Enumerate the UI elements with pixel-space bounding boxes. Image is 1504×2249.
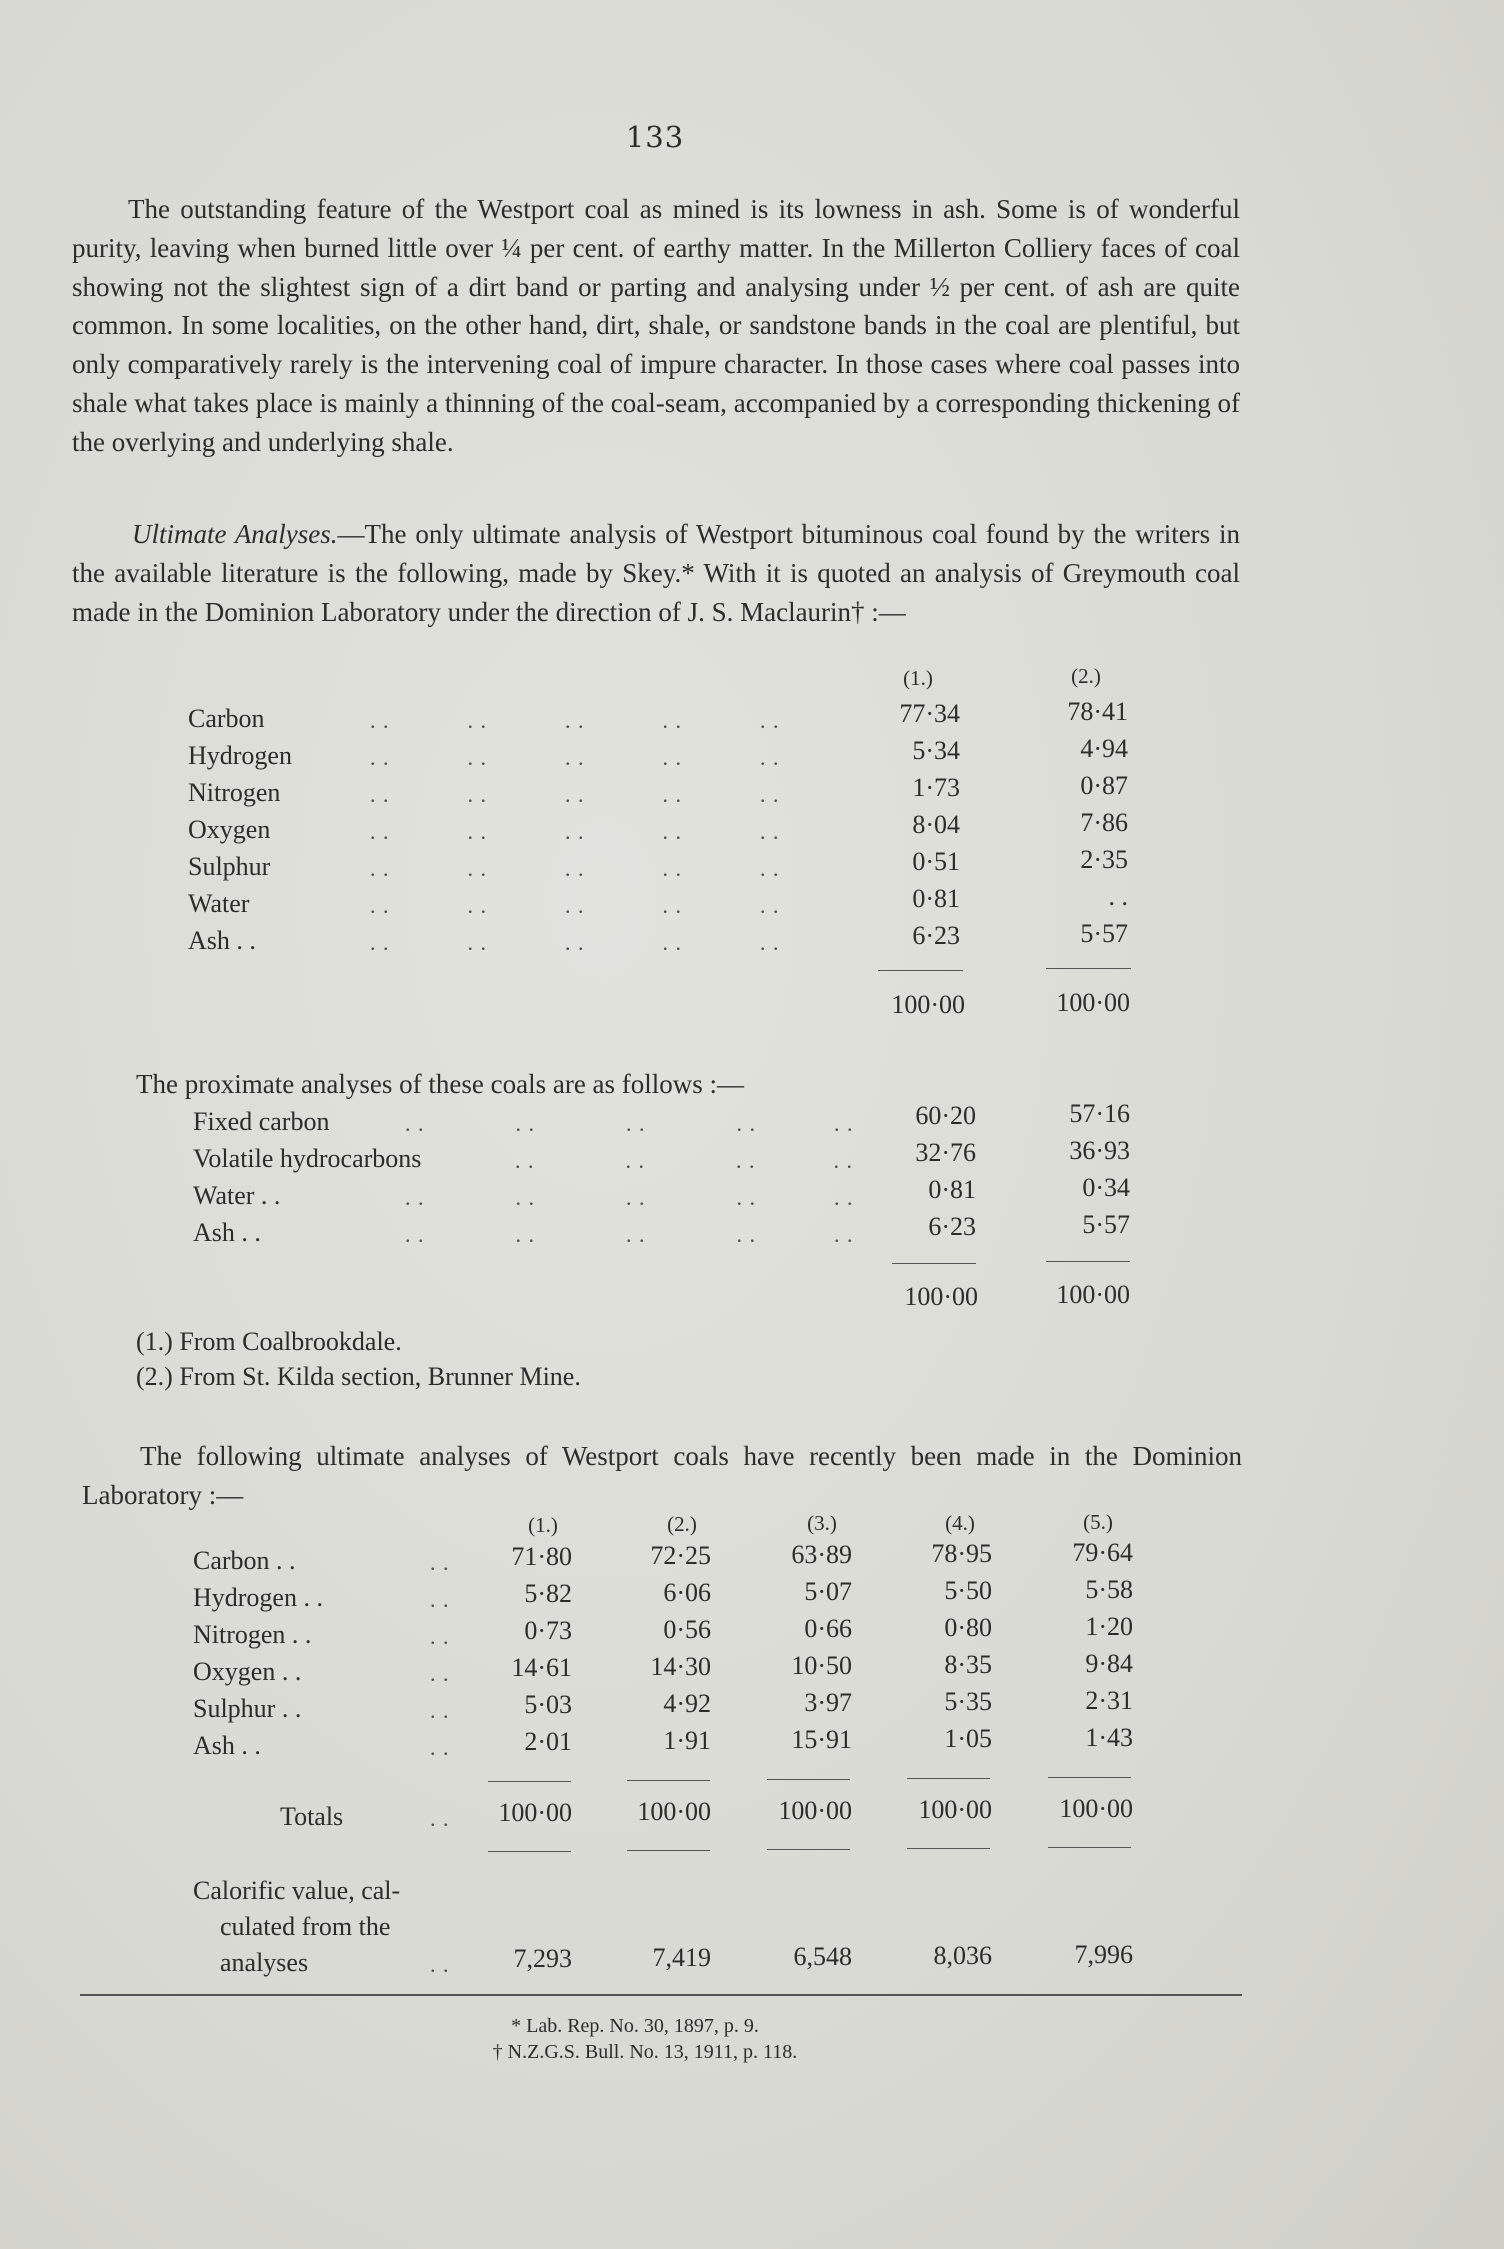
table3-cell: 0·73 <box>524 1616 572 1645</box>
footnote-2: † N.Z.G.S. Bull. No. 13, 1911, p. 118. <box>492 2041 798 2063</box>
table2-row-label: Ash . . <box>193 1218 261 1247</box>
table1-cell: 2·35 <box>1080 845 1128 874</box>
table1-cell: 0·87 <box>1080 771 1128 800</box>
table2-rule <box>1046 1261 1130 1262</box>
table1-rule <box>878 970 963 971</box>
table1-row-label: Ash . . <box>188 926 256 955</box>
table3-calorific: 8,036 <box>933 1941 992 1970</box>
table1-header-1: (1.) <box>903 666 933 690</box>
table3-cell: 5·82 <box>524 1579 572 1608</box>
ultimate-paragraph <box>72 515 1240 631</box>
table3-cell: 71·80 <box>511 1542 572 1571</box>
table3-header: (1.) <box>528 1513 558 1537</box>
table1-rule <box>1046 968 1131 969</box>
table1-total: 100·00 <box>1056 988 1130 1017</box>
table1-cell: 6·23 <box>912 921 960 950</box>
leader-dots: . . . . . . . . . . <box>405 1111 854 1136</box>
table3-rule <box>1048 1847 1131 1848</box>
table1-cell: 8·04 <box>912 810 960 839</box>
leader-dots: . . . . . . . . . . <box>370 745 780 770</box>
table1-row-label: Sulphur <box>188 852 271 881</box>
table3-calorific: 7,996 <box>1074 1940 1133 1969</box>
table3-header: (5.) <box>1083 1510 1113 1534</box>
table3-calorific: 7,419 <box>652 1943 711 1972</box>
table2-cell: 6·23 <box>928 1212 976 1241</box>
recent-paragraph: The following ultimate analyses of Westport coals have recently been made in the Dominion Laboratory :— <box>82 1441 1242 1510</box>
table1-cell: 5·34 <box>912 736 960 765</box>
table3-rule <box>907 1778 990 1779</box>
table3-calorific: 6,548 <box>793 1942 852 1971</box>
table3-header: (4.) <box>945 1511 975 1535</box>
table2-rule <box>892 1263 976 1264</box>
table2-row-label: Water . . <box>193 1181 281 1210</box>
leader-dots: . . . . . . . . . . <box>405 1185 854 1210</box>
table3-cell: 5·50 <box>944 1576 992 1605</box>
leader-dots: . . <box>430 1952 450 1977</box>
table1-cell: 7·86 <box>1080 808 1128 837</box>
table1-cell: 77·34 <box>899 699 960 728</box>
table1-header-2: (2.) <box>1071 664 1101 688</box>
table3-row-label: Carbon . . <box>193 1546 296 1575</box>
table3-cell: 9·84 <box>1085 1649 1133 1678</box>
table2-cell: 36·93 <box>1069 1136 1130 1165</box>
table3-row-label: Ash . . <box>193 1731 261 1760</box>
table3-cell: 78·95 <box>931 1539 992 1568</box>
table3-cell: 0·66 <box>804 1614 852 1643</box>
source-note-1: (1.) From Coalbrookdale. <box>136 1327 402 1356</box>
leader-dots: . . <box>430 1806 450 1831</box>
table3-total: 100·00 <box>637 1797 711 1826</box>
leader-dots: . . . . . . . . . . <box>405 1222 854 1247</box>
table3-cell: 0·56 <box>663 1615 711 1644</box>
table3-cell: 3·97 <box>804 1688 852 1717</box>
table3-rule <box>488 1851 571 1852</box>
table1-total: 100·00 <box>891 990 965 1019</box>
table3-cell: 6·06 <box>663 1578 711 1607</box>
table1-cell: . . <box>1108 882 1128 911</box>
table3-calorific: 7,293 <box>513 1944 572 1973</box>
table3-cell: 1·05 <box>944 1724 992 1753</box>
table3-rule <box>767 1779 850 1780</box>
table3-total: 100·00 <box>498 1798 572 1827</box>
table3-rule <box>1048 1777 1131 1778</box>
calorific-label-line-1: Calorific value, cal- <box>193 1876 401 1905</box>
table3-rule <box>767 1849 850 1850</box>
table3-cell: 2·31 <box>1085 1686 1133 1715</box>
leader-dots: . . <box>430 1698 450 1723</box>
table3-cell: 79·64 <box>1072 1538 1133 1567</box>
table3-cell: 5·58 <box>1085 1575 1133 1604</box>
leader-dots: . . . . . . . . . . <box>370 708 780 733</box>
table3-rule <box>907 1848 990 1849</box>
table1-row-label: Carbon <box>188 704 265 733</box>
table3-rule <box>488 1781 571 1782</box>
table3-cell: 5·35 <box>944 1687 992 1716</box>
leader-dots: . . . . . . . . . . <box>370 930 780 955</box>
table1-row-label: Nitrogen <box>188 778 281 807</box>
table1-row-label: Oxygen <box>188 815 271 844</box>
table3-cell: 4·92 <box>663 1689 711 1718</box>
table2-cell: 32·76 <box>915 1138 976 1167</box>
proximate-intro: The proximate analyses of these coals are as follows :— <box>136 1069 745 1099</box>
totals-label: Totals <box>280 1802 344 1831</box>
ultimate-text: —The only ultimate analysis of Westport bituminous coal found by the writers in the available literature is the following, made by Skey.* With it is quoted an analysis of Greymouth coal made in the Dominion Laboratory under the direction of J. S. Maclaurin† :— <box>72 519 1240 627</box>
table2-cell: 57·16 <box>1069 1099 1130 1128</box>
leader-dots: . . . . . . . . <box>515 1148 853 1173</box>
table1-cell: 78·41 <box>1067 697 1128 726</box>
calorific-label-line-3: analyses <box>220 1948 309 1977</box>
table1-row-label: Water <box>188 889 250 918</box>
table3-row-label: Hydrogen . . <box>193 1583 323 1612</box>
table3-rule <box>627 1850 710 1851</box>
leader-dots: . . . . . . . . . . <box>370 819 780 844</box>
ultimate-heading: Ultimate Analyses. <box>132 519 338 549</box>
table3-total: 100·00 <box>1059 1794 1133 1823</box>
table3-cell: 1·43 <box>1085 1723 1133 1752</box>
table1-cell: 4·94 <box>1080 734 1128 763</box>
table1-cell: 1·73 <box>912 773 960 802</box>
table2-cell: 0·34 <box>1082 1173 1130 1202</box>
table1-cell: 5·57 <box>1080 919 1128 948</box>
footnote-1: * Lab. Rep. No. 30, 1897, p. 9. <box>511 2015 759 2037</box>
table3-total: 100·00 <box>778 1796 852 1825</box>
table3-header: (3.) <box>807 1511 837 1535</box>
table1-cell: 0·51 <box>912 847 960 876</box>
leader-dots: . . . . . . . . . . <box>370 893 780 918</box>
leader-dots: . . . . . . . . . . <box>370 856 780 881</box>
table3-row-label: Sulphur . . <box>193 1694 302 1723</box>
table3-rule <box>627 1780 710 1781</box>
table2-row-label: Fixed carbon <box>193 1107 330 1136</box>
table3-cell: 63·89 <box>791 1540 852 1569</box>
table3-cell: 1·20 <box>1085 1612 1133 1641</box>
footnote-divider <box>80 1994 1242 1996</box>
table2-cell: 5·57 <box>1082 1210 1130 1239</box>
table3-cell: 72·25 <box>650 1541 711 1570</box>
table3-cell: 14·61 <box>511 1653 572 1682</box>
table3-cell: 0·80 <box>944 1613 992 1642</box>
table3-cell: 14·30 <box>650 1652 711 1681</box>
table2-total: 100·00 <box>904 1282 978 1311</box>
leader-dots: . . <box>430 1550 450 1575</box>
source-note-2: (2.) From St. Kilda section, Brunner Mine. <box>136 1362 581 1391</box>
table3-row-label: Nitrogen . . <box>193 1620 312 1649</box>
table1-cell: 0·81 <box>912 884 960 913</box>
table3-cell: 1·91 <box>663 1726 711 1755</box>
table1-row-label: Hydrogen <box>188 741 292 770</box>
leader-dots: . . <box>430 1624 450 1649</box>
table3-cell: 5·07 <box>804 1577 852 1606</box>
table2-cell: 60·20 <box>915 1101 976 1130</box>
table3-cell: 2·01 <box>524 1727 572 1756</box>
table3-cell: 8·35 <box>944 1650 992 1679</box>
table2-cell: 0·81 <box>928 1175 976 1204</box>
leader-dots: . . . . . . . . . . <box>370 782 780 807</box>
table3-row-label: Oxygen . . <box>193 1657 302 1686</box>
leader-dots: . . <box>430 1661 450 1686</box>
leader-dots: . . <box>430 1587 450 1612</box>
intro-paragraph: The outstanding feature of the Westport coal as mined is its lowness in ash. Some is of wonderful purity, leaving when burned little over ¼ per cent. of earthy matter. In the Millerton Colliery faces of coal showing not the slightest sign of a dirt band or parting and analysing under ½ per cent. of ash are quite common. In some localities, on the other hand, dirt, shale, or sandstone bands in the coal are plentiful, but only comparatively rarely is the intervening coal of impure character. In those cases where coal passes into shale what takes place is mainly a thinning of the coal-seam, accompanied by a corresponding thickening of the overlying and underlying shale. <box>72 194 1240 457</box>
table3-cell: 10·50 <box>791 1651 852 1680</box>
calorific-label-line-2: culated from the <box>220 1912 391 1941</box>
table3-cell: 15·91 <box>791 1725 852 1754</box>
leader-dots: . . <box>430 1735 450 1760</box>
table2-row-label: Volatile hydrocarbons <box>193 1144 422 1173</box>
table3-cell: 5·03 <box>524 1690 572 1719</box>
page-number: 133 <box>625 120 685 154</box>
table3-header: (2.) <box>667 1512 697 1536</box>
table2-total: 100·00 <box>1056 1280 1130 1309</box>
table3-total: 100·00 <box>918 1795 992 1824</box>
